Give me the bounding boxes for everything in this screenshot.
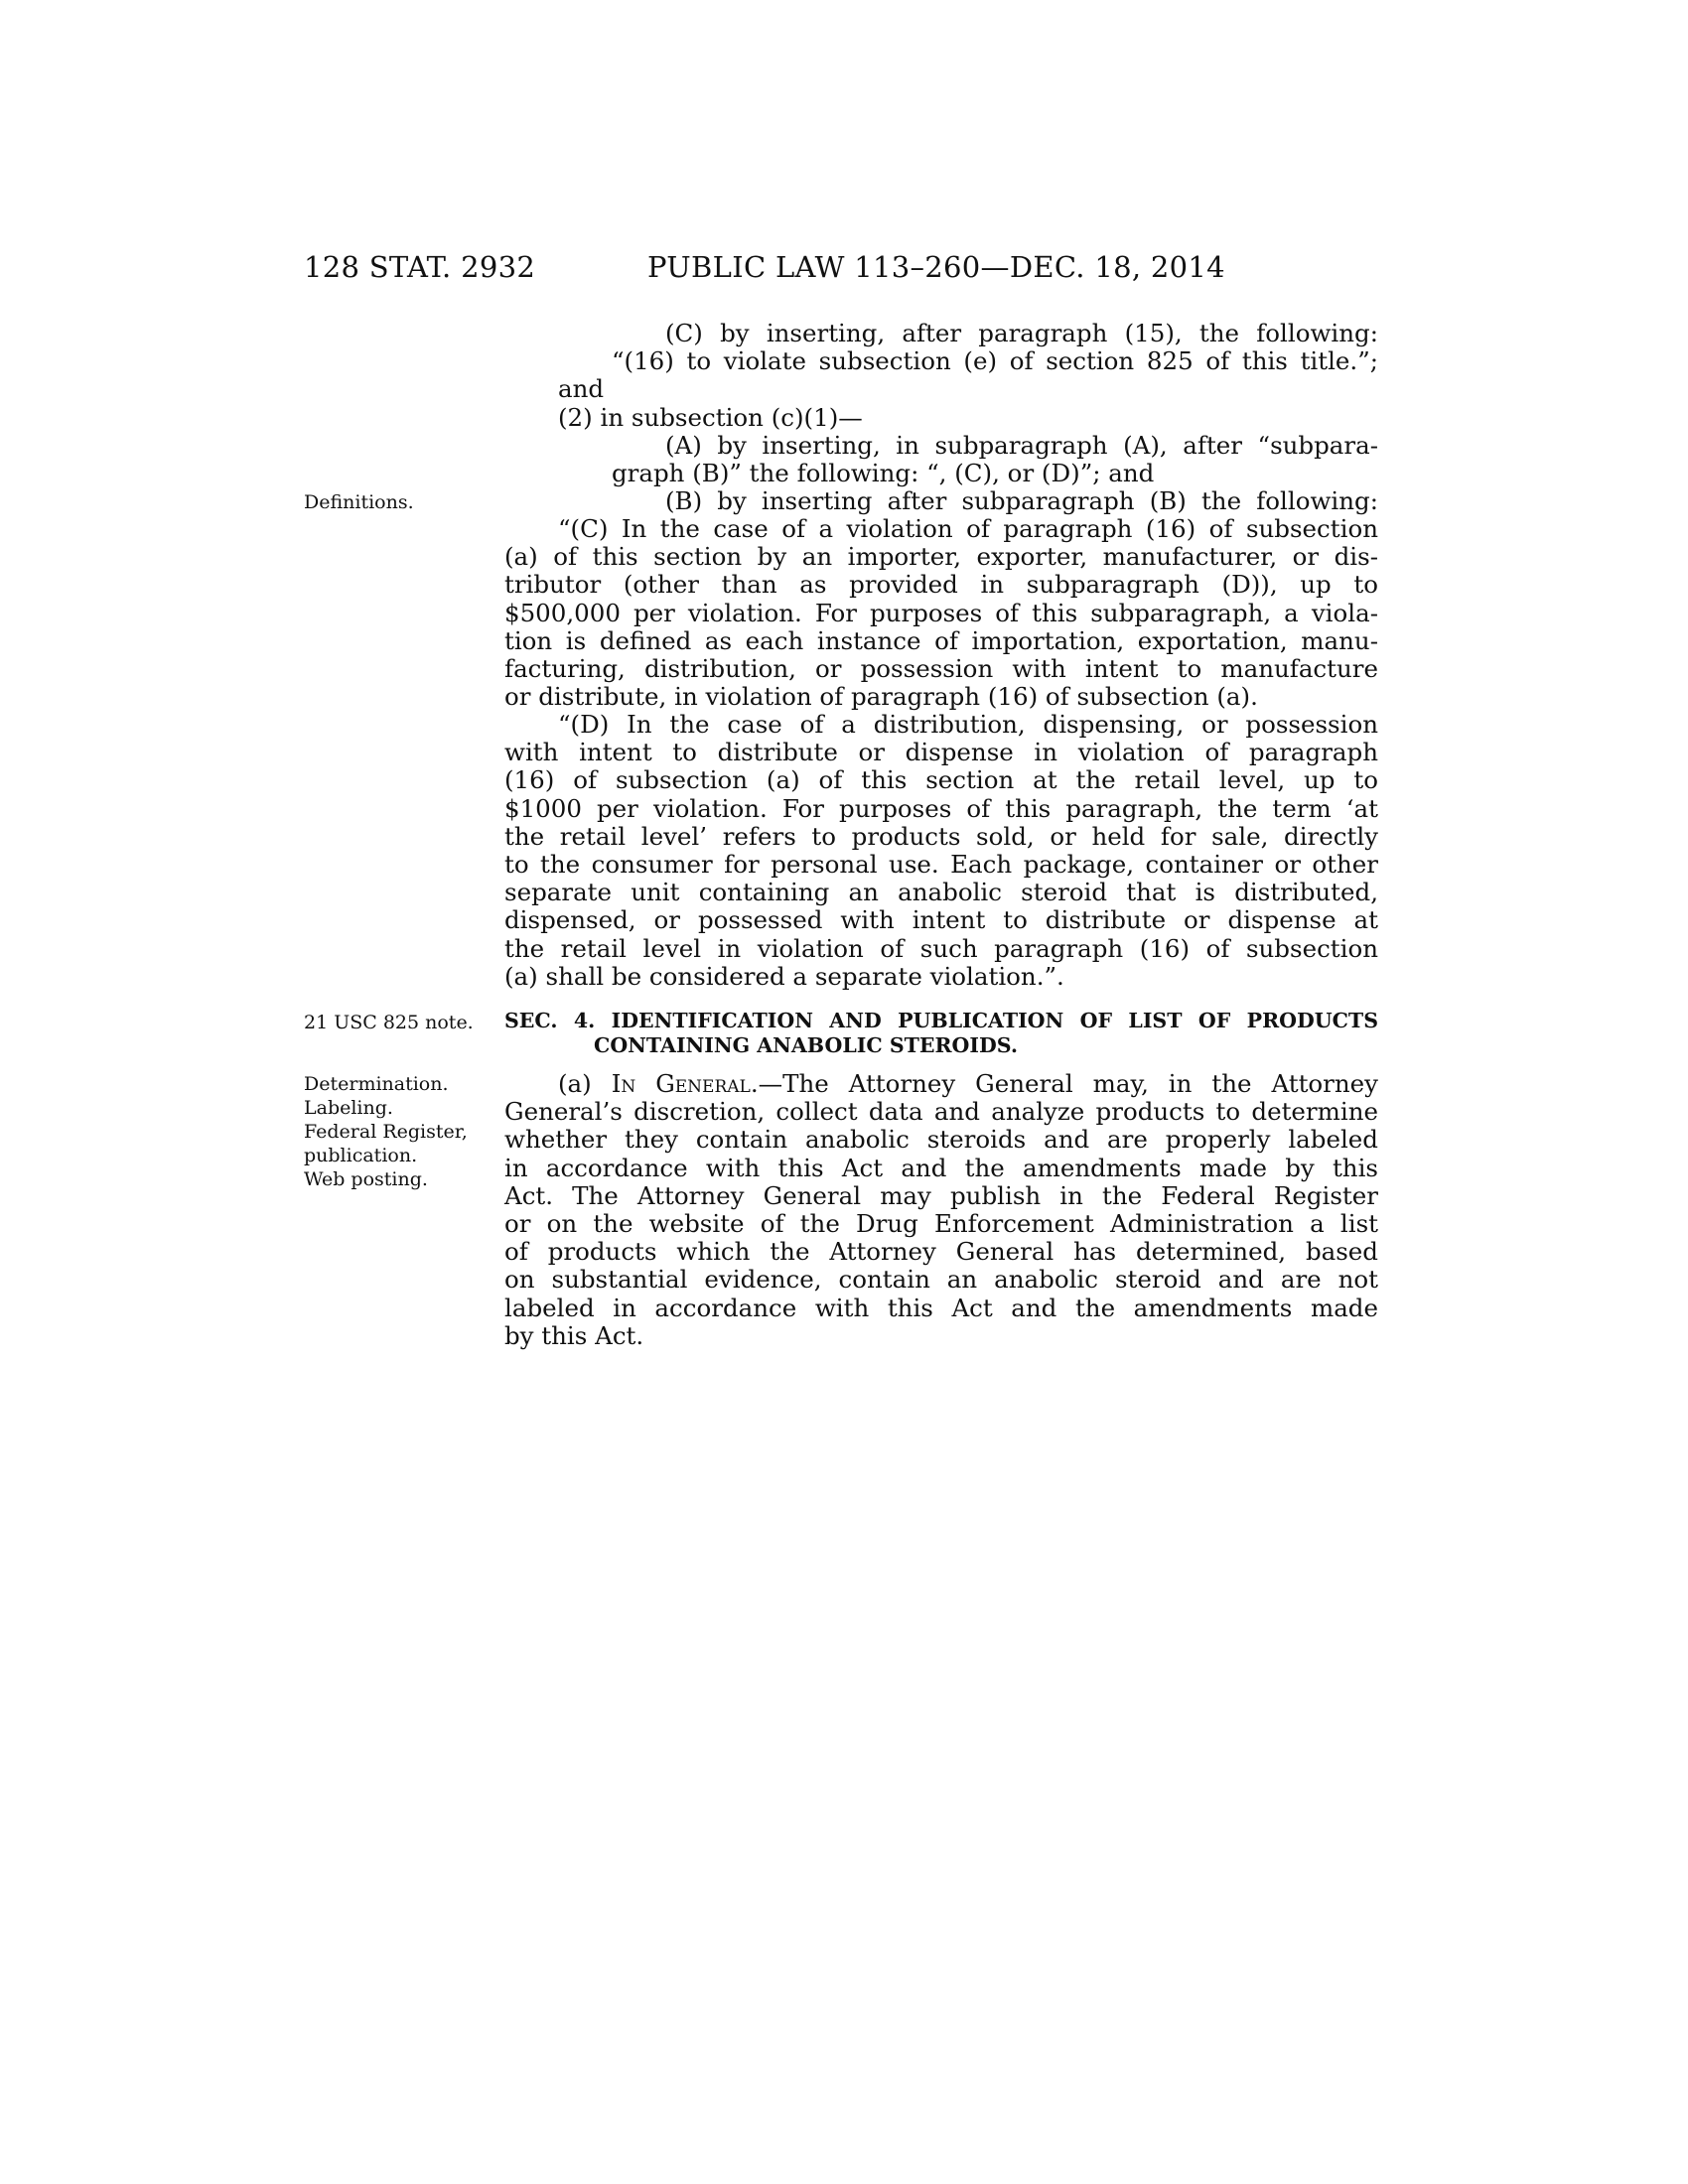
margin-note-usc: 21 USC 825 note.: [304, 1012, 474, 1033]
subsection-text: The Attorney General may, in the Attorney: [782, 1069, 1378, 1098]
margin-note-line: Web posting.: [304, 1168, 428, 1190]
text-line: (a) shall be considered a separate violation.”.: [504, 961, 1064, 991]
text-line: separate unit containing an anabolic steroid that is distributed,: [504, 878, 1378, 907]
subsection-dash: .—: [750, 1069, 783, 1098]
text-line: the retail level in violation of such paragraph (16) of subsection: [504, 933, 1378, 963]
text-line: facturing, distribution, or possession with intent to manufacture: [504, 653, 1378, 683]
text-line: (2) in subsection (c)(1)—: [558, 402, 863, 432]
margin-note-line: Federal Register,: [304, 1121, 468, 1143]
text-line: [504, 1070, 1378, 1098]
text-line: the retail level’ refers to products sold, or held for sale, directly: [504, 821, 1378, 851]
text-line: tributor (other than as provided in subparagraph (D)), up to: [504, 570, 1378, 600]
margin-note-definitions: Definitions.: [304, 491, 414, 513]
section-4-subsection-a: [504, 1070, 1378, 1350]
text-line: in accordance with this Act and the amendments made by this: [504, 1153, 1378, 1182]
text-line: and: [558, 374, 605, 404]
text-line: to the consumer for personal use. Each package, container or other: [504, 849, 1378, 879]
text-line: “(C) In the case of a violation of paragraph (16) of subsection: [558, 514, 1378, 543]
text-line: whether they contain anabolic steroids and are properly labeled: [504, 1125, 1378, 1155]
text-line: of products which the Attorney General has determined, based: [504, 1237, 1378, 1267]
amendment-list-block: [504, 320, 1378, 515]
text-line: or on the website of the Drug Enforcement Administration a list: [504, 1208, 1378, 1238]
text-line: (A) by inserting, in subparagraph (A), after “subpara-: [665, 430, 1378, 460]
text-line: with intent to distribute or dispense in violation of paragraph: [504, 738, 1378, 767]
section-heading-line: SEC. 4. IDENTIFICATION AND PUBLICATION OF LIST OF PRODUCTS: [504, 1009, 1378, 1032]
page-stat-reference: 128 STAT. 2932: [304, 250, 536, 284]
margin-note-line: Labeling.: [304, 1097, 393, 1119]
text-line: tion is defined as each instance of importation, exportation, manu-: [504, 625, 1378, 655]
text-line: $1000 per violation. For purposes of this paragraph, the term ‘at: [504, 793, 1378, 823]
text-line: labeled in accordance with this Act and the amendments made: [504, 1293, 1378, 1322]
paragraph-d: [504, 711, 1378, 991]
subsection-heading: In General: [611, 1069, 751, 1098]
subsection-label: (a): [558, 1069, 612, 1098]
text-line: General’s discretion, collect data and analyze products to determine: [504, 1097, 1378, 1127]
text-line: “(D) In the case of a distribution, dispensing, or possession: [558, 710, 1378, 739]
text-line: “(16) to violate subsection (e) of section 825 of this title.”;: [612, 346, 1378, 376]
text-line: or distribute, in violation of paragraph (16) of subsection (a).: [504, 682, 1258, 712]
margin-note-line: Determination.: [304, 1073, 449, 1095]
text-line: $500,000 per violation. For purposes of this subparagraph, a viola-: [504, 598, 1378, 627]
text-line: on substantial evidence, contain an anabolic steroid and are not: [504, 1265, 1378, 1295]
margin-note-line: publication.: [304, 1145, 418, 1166]
text-line: (a) of this section by an importer, exporter, manufacturer, or dis-: [504, 542, 1378, 572]
section-heading-line: CONTAINING ANABOLIC STEROIDS.: [594, 1033, 1018, 1057]
text-line: (C) by inserting, after paragraph (15), the following:: [665, 319, 1378, 347]
text-line: (16) of subsection (a) of this section at the retail level, up to: [504, 765, 1378, 795]
section-4-heading: [504, 1009, 1378, 1058]
page-law-title: PUBLIC LAW 113–260—DEC. 18, 2014: [647, 250, 1225, 284]
text-line: Act. The Attorney General may publish in the Federal Register: [504, 1180, 1378, 1210]
text-line: dispensed, or possessed with intent to distribute or dispense at: [504, 905, 1378, 935]
text-line: (B) by inserting after subparagraph (B) the following:: [665, 486, 1378, 516]
paragraph-c: [504, 515, 1378, 711]
text-line: graph (B)” the following: “, (C), or (D)”; and: [612, 458, 1155, 487]
margin-note-determination: [304, 1072, 468, 1191]
text-line: by this Act.: [504, 1320, 644, 1350]
